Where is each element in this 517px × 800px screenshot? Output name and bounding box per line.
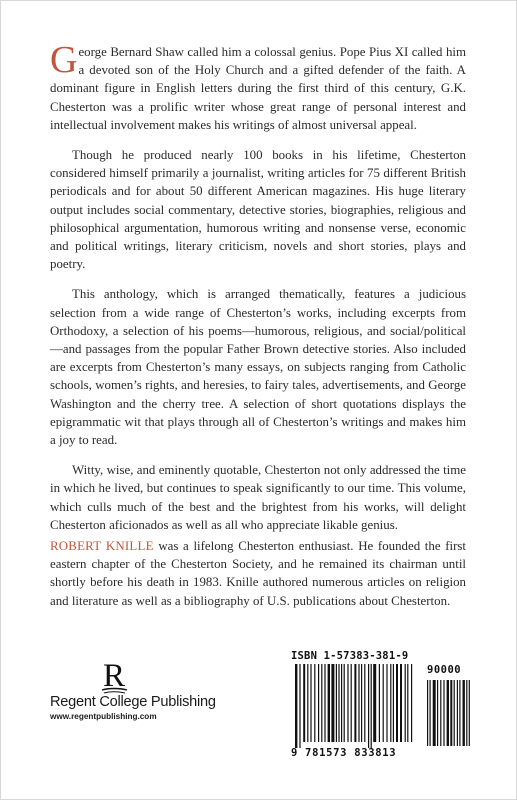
isbn-barcode xyxy=(291,650,473,763)
logo-letter: R xyxy=(103,658,126,694)
drop-cap: G xyxy=(50,39,78,81)
bio-text: was a lifelong Chesterton enthusiast. He founded the first eastern chapter of the Chesterton Society, and he remained its chairman until shortly before his death in 1983. Knille authored numerous articles on religion and literature as well as a bibliography of U.S. publications about Chesterton. xyxy=(50,539,466,608)
blurb-paragraph-4: Witty, wise, and eminently quotable, Chesterton not only addressed the time in which he lived, but continues to speak significantly to our time. This volume, which culls much of the best and the brightest from his works, will delight Chesterton aficionados as well as all who appreciate likable genius. xyxy=(50,463,466,532)
barcode-digits: 9 781573 833813 xyxy=(291,747,397,759)
blurb-paragraph-2: Though he produced nearly 100 books in his lifetime, Chesterton considered himself primarily a journalist, writing articles for 75 different British periodicals and for about 50 different American magazines. His huge literary output includes social commentary, detective stories, biographies, religious and philosophical argumentation, humorous writing and nonsense verse, economic and political writings, literary criticism, novels and short stories, plays and poetry. xyxy=(50,148,466,272)
isbn-number: ISBN 1-57383-381-9 xyxy=(291,650,409,662)
blurb-paragraph-1 xyxy=(50,39,466,134)
blurb-text xyxy=(50,39,466,546)
editor-name: ROBERT KNILLE xyxy=(50,539,154,553)
author-bio xyxy=(50,537,466,610)
paragraph-1-text: eorge Bernard Shaw called him a colossal genius. Pope Pius XI called him a devoted son of the Holy Church and a gifted defender of the faith. A dominant figure in English letters during the first third of this century, G.K. Chesterton was a prolific writer whose great range of personal interest and intellectual involvement makes his writings of almost universal appeal. xyxy=(50,45,466,132)
publisher-block xyxy=(50,655,220,721)
publisher-url[interactable]: www.regentpublishing.com xyxy=(50,712,157,721)
publisher-name: Regent College Publishing xyxy=(50,694,216,710)
regent-logo-icon xyxy=(98,655,130,697)
barcode-bars-icon xyxy=(291,664,473,748)
blurb-paragraph-3: This anthology, which is arranged thematically, features a judicious selection from a wide range of Chesterton’s works, including excerpts from Orthodoxy, a selection of his poems—humorous, religious, and social/political—and passages from the popular Father Brown detective stories. Also included are excerpts from Chesterton’s many essays, on subjects ranging from Catholic schools, women’s rights, and heresies, to fairy tales, advertisements, and George Washington and the cherry tree. A selection of short quotations displays the epigrammatic wit that plays through all of Chesterton’s writings and makes him a joy to read. xyxy=(50,287,466,448)
price-code: 90000 xyxy=(427,664,462,676)
